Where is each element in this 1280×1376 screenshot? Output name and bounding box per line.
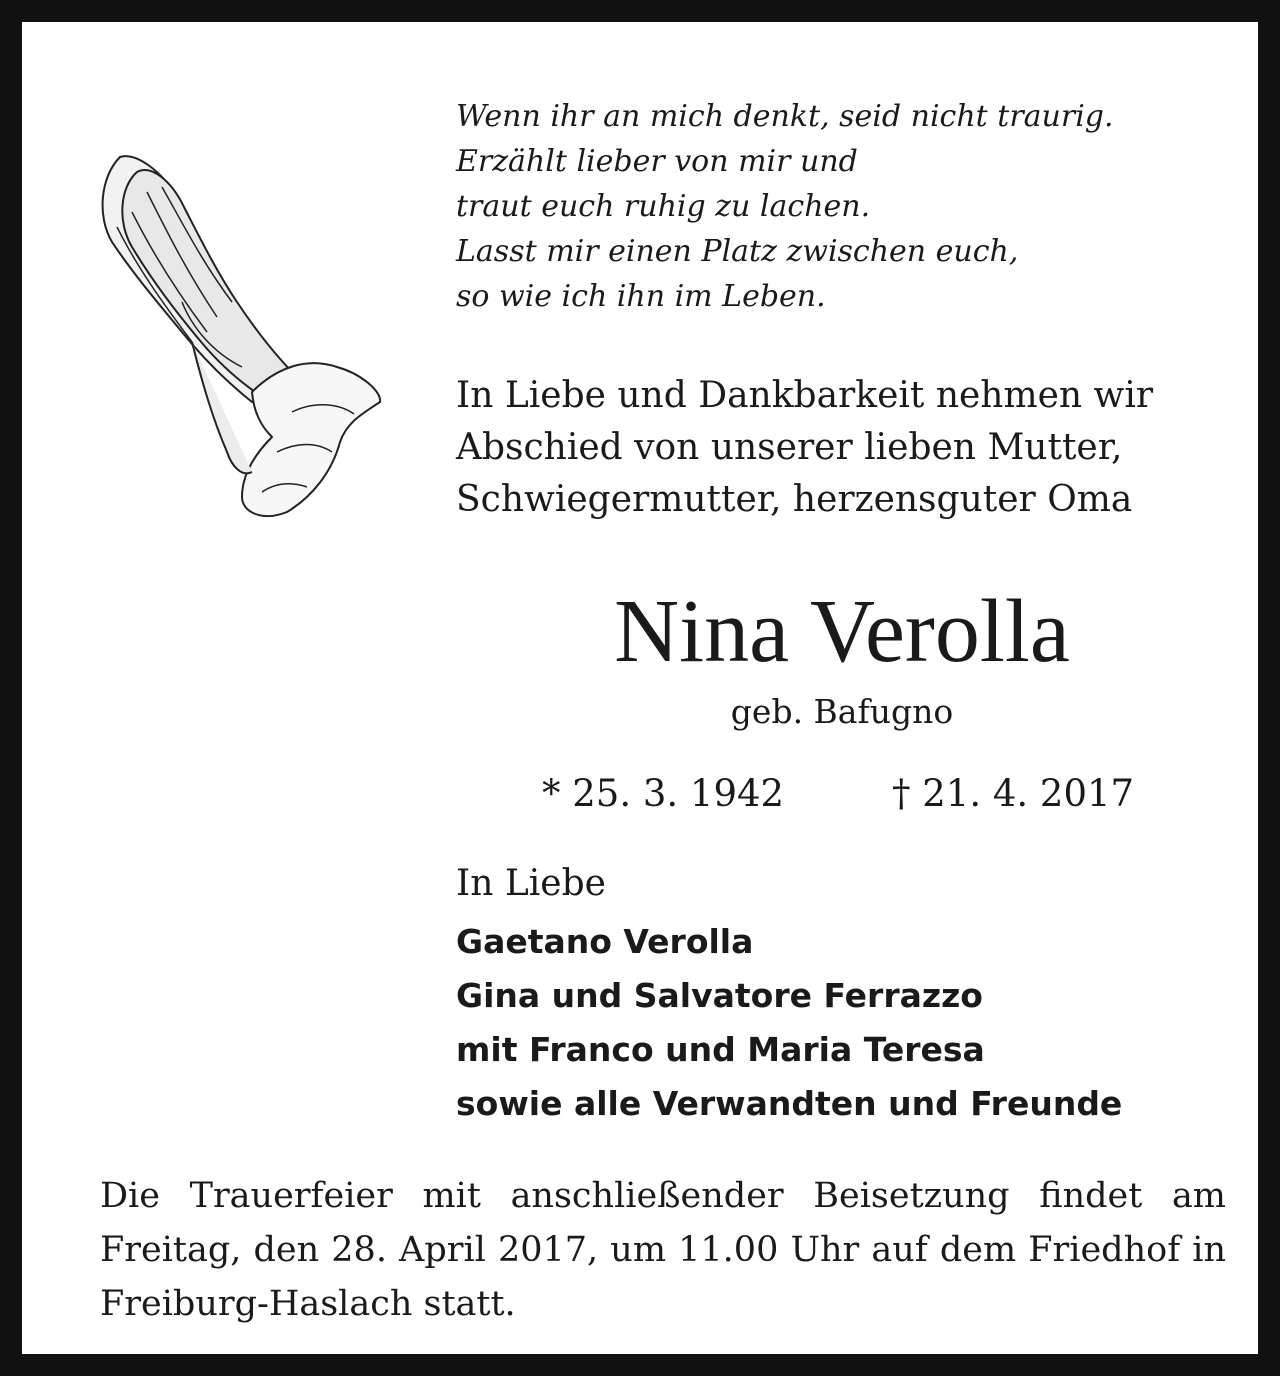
verse-line: Erzählt lieber von mir und [456, 144, 858, 179]
mourner-line: sowie alle Verwandten und Freunde [456, 1084, 1123, 1123]
farewell-intro [456, 370, 1216, 526]
mourner-line: Gaetano Verolla [456, 922, 754, 961]
verse-line: Lasst mir einen Platz zwischen euch, [456, 234, 1019, 269]
memorial-verse [456, 94, 1156, 319]
intro-line: In Liebe und Dankbarkeit nehmen wir [456, 375, 1154, 416]
verse-line: traut euch ruhig zu lachen. [456, 189, 871, 224]
deceased-name: Nina Verolla [614, 582, 1070, 681]
intro-line: Abschied von unserer lieben Mutter, [456, 427, 1123, 468]
mourner-line: mit Franco und Maria Teresa [456, 1030, 985, 1069]
verse-line: Wenn ihr an mich denkt, seid nicht traurig. [456, 99, 1114, 134]
maiden-name: geb. Bafugno [730, 692, 954, 731]
verse-line: so wie ich ihn im Leben. [456, 279, 826, 314]
death-date: † 21. 4. 2017 [892, 772, 1135, 815]
birth-date: * 25. 3. 1942 [542, 772, 785, 815]
mourners-list [456, 915, 1236, 1131]
mourner-line: Gina und Salvatore Ferrazzo [456, 976, 983, 1015]
closing-salutation: In Liebe [456, 863, 606, 904]
funeral-service-info: Die Trauerfeier mit anschließender Beisetzung findet am Freitag, den 28. April 2017, um 11.00 Uhr auf dem Friedhof in Freiburg-Haslach statt. [100, 1176, 1226, 1324]
intro-line: Schwiegermutter, herzensguter Oma [456, 479, 1133, 520]
praying-hands-icon [92, 152, 392, 522]
